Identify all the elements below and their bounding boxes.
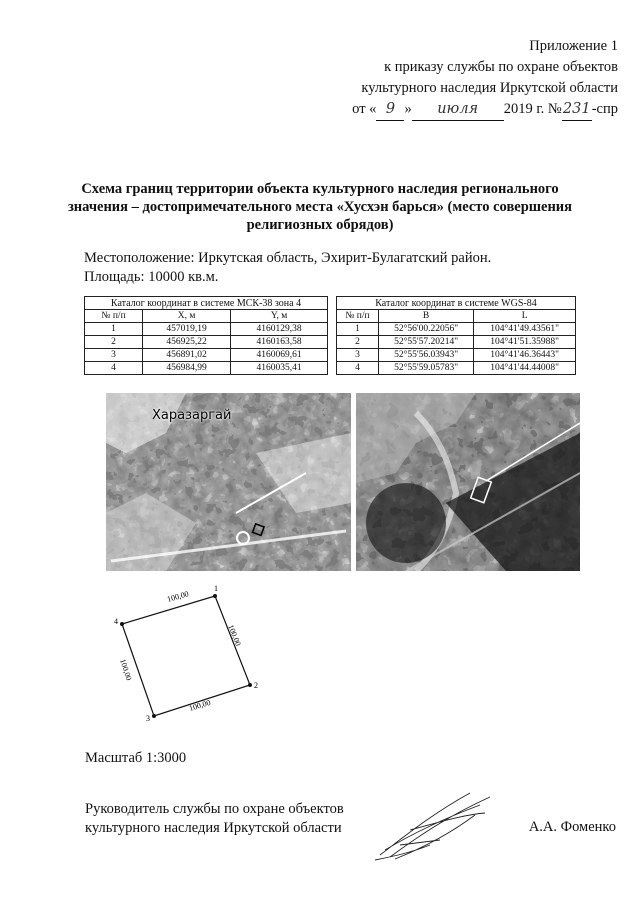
cell: 1 <box>85 323 143 336</box>
satellite-map-detail <box>356 393 580 571</box>
order-line: к приказу службы по охране объектов <box>384 59 618 75</box>
cell: 52°56'00.22056" <box>378 323 473 336</box>
cell: 4160035,41 <box>231 362 328 375</box>
table-header: L <box>474 310 576 323</box>
table-header: Y, м <box>231 310 328 323</box>
coords-table-wgs <box>336 296 576 375</box>
vertex-label: 3 <box>146 714 150 722</box>
cell: 457019,19 <box>143 323 231 336</box>
table-row <box>85 323 328 336</box>
cell: 4160163,58 <box>231 336 328 349</box>
position-line-2: культурного наследия Иркутской области <box>85 820 342 836</box>
cell: 4160069,61 <box>231 349 328 362</box>
date-prefix: от « <box>352 101 377 117</box>
table-row <box>85 349 328 362</box>
table-row <box>337 362 576 375</box>
satellite-map-overview <box>106 393 351 571</box>
date-day: 9 <box>376 99 404 121</box>
appendix-label: Приложение 1 <box>529 38 618 54</box>
table-row <box>337 349 576 362</box>
table-caption: Каталог координат в системе WGS-84 <box>337 297 576 310</box>
cell: 456984,99 <box>143 362 231 375</box>
table-row <box>337 323 576 336</box>
cell: 104°41'49.43561" <box>474 323 576 336</box>
cell: 52°55'57.20214" <box>378 336 473 349</box>
date-suffix: -спр <box>591 101 618 117</box>
table-header: № п/п <box>85 310 143 323</box>
cell: 456925,22 <box>143 336 231 349</box>
order-date-line <box>352 99 618 121</box>
signatory-position <box>85 800 344 838</box>
table-header: № п/п <box>337 310 379 323</box>
area-text: Площадь: 10000 кв.м. <box>84 269 219 285</box>
cell: 4 <box>337 362 379 375</box>
vertex-marker <box>213 594 217 598</box>
village-label: Харазаргай <box>152 408 232 423</box>
cell: 4 <box>85 362 143 375</box>
location-text: Местоположение: Иркутская область, Эхирит-Булагатский район. <box>84 250 492 266</box>
cell: 104°41'46.36443" <box>474 349 576 362</box>
vertex-marker <box>248 683 252 687</box>
table-row <box>85 362 328 375</box>
date-year: 2019 г. № <box>503 101 562 117</box>
cell: 2 <box>85 336 143 349</box>
cell: 3 <box>337 349 379 362</box>
table-row <box>337 336 576 349</box>
side-length: 100,00 <box>226 623 243 648</box>
appendix-header <box>352 36 618 121</box>
cell: 3 <box>85 349 143 362</box>
date-month: июля <box>412 99 504 121</box>
date-mid: » <box>404 101 412 117</box>
table-header: B <box>378 310 473 323</box>
scale-label: Масштаб 1:3000 <box>85 750 187 766</box>
cell: 1 <box>337 323 379 336</box>
table-row <box>85 336 328 349</box>
cell: 52°55'59.05783" <box>378 362 473 375</box>
cell: 4160129,38 <box>231 323 328 336</box>
boundary-polygon <box>122 596 250 716</box>
cell: 52°55'56.03943" <box>378 349 473 362</box>
vertex-label: 2 <box>254 681 258 690</box>
order-number: 231 <box>562 99 592 121</box>
order-line-2: культурного наследия Иркутской области <box>361 80 618 96</box>
cell: 456891,02 <box>143 349 231 362</box>
signatory-name: А.А. Фоменко <box>528 819 616 835</box>
vertex-marker <box>120 622 124 626</box>
side-length: 100,00 <box>118 657 134 682</box>
vertex-marker <box>152 714 156 718</box>
boundary-plan <box>108 582 268 722</box>
cell: 104°41'44.44008" <box>474 362 576 375</box>
side-length: 100,00 <box>187 697 212 713</box>
coords-table-msk <box>84 296 328 375</box>
table-header: X, м <box>143 310 231 323</box>
cell: 2 <box>337 336 379 349</box>
vertex-label: 1 <box>214 584 218 593</box>
vertex-label: 4 <box>114 617 118 626</box>
handwritten-signature <box>370 785 500 865</box>
cell: 104°41'51.35988" <box>474 336 576 349</box>
side-length: 100,00 <box>166 589 190 604</box>
position-line-1: Руководитель службы по охране объектов <box>85 801 344 817</box>
document-title: Схема границ территории объекта культурного наследия регионального значения – достопримечательного места «Хусхэн барься» (место совершения религиозных обрядов) <box>67 181 573 233</box>
table-caption: Каталог координат в системе МСК-38 зона 4 <box>85 297 328 310</box>
